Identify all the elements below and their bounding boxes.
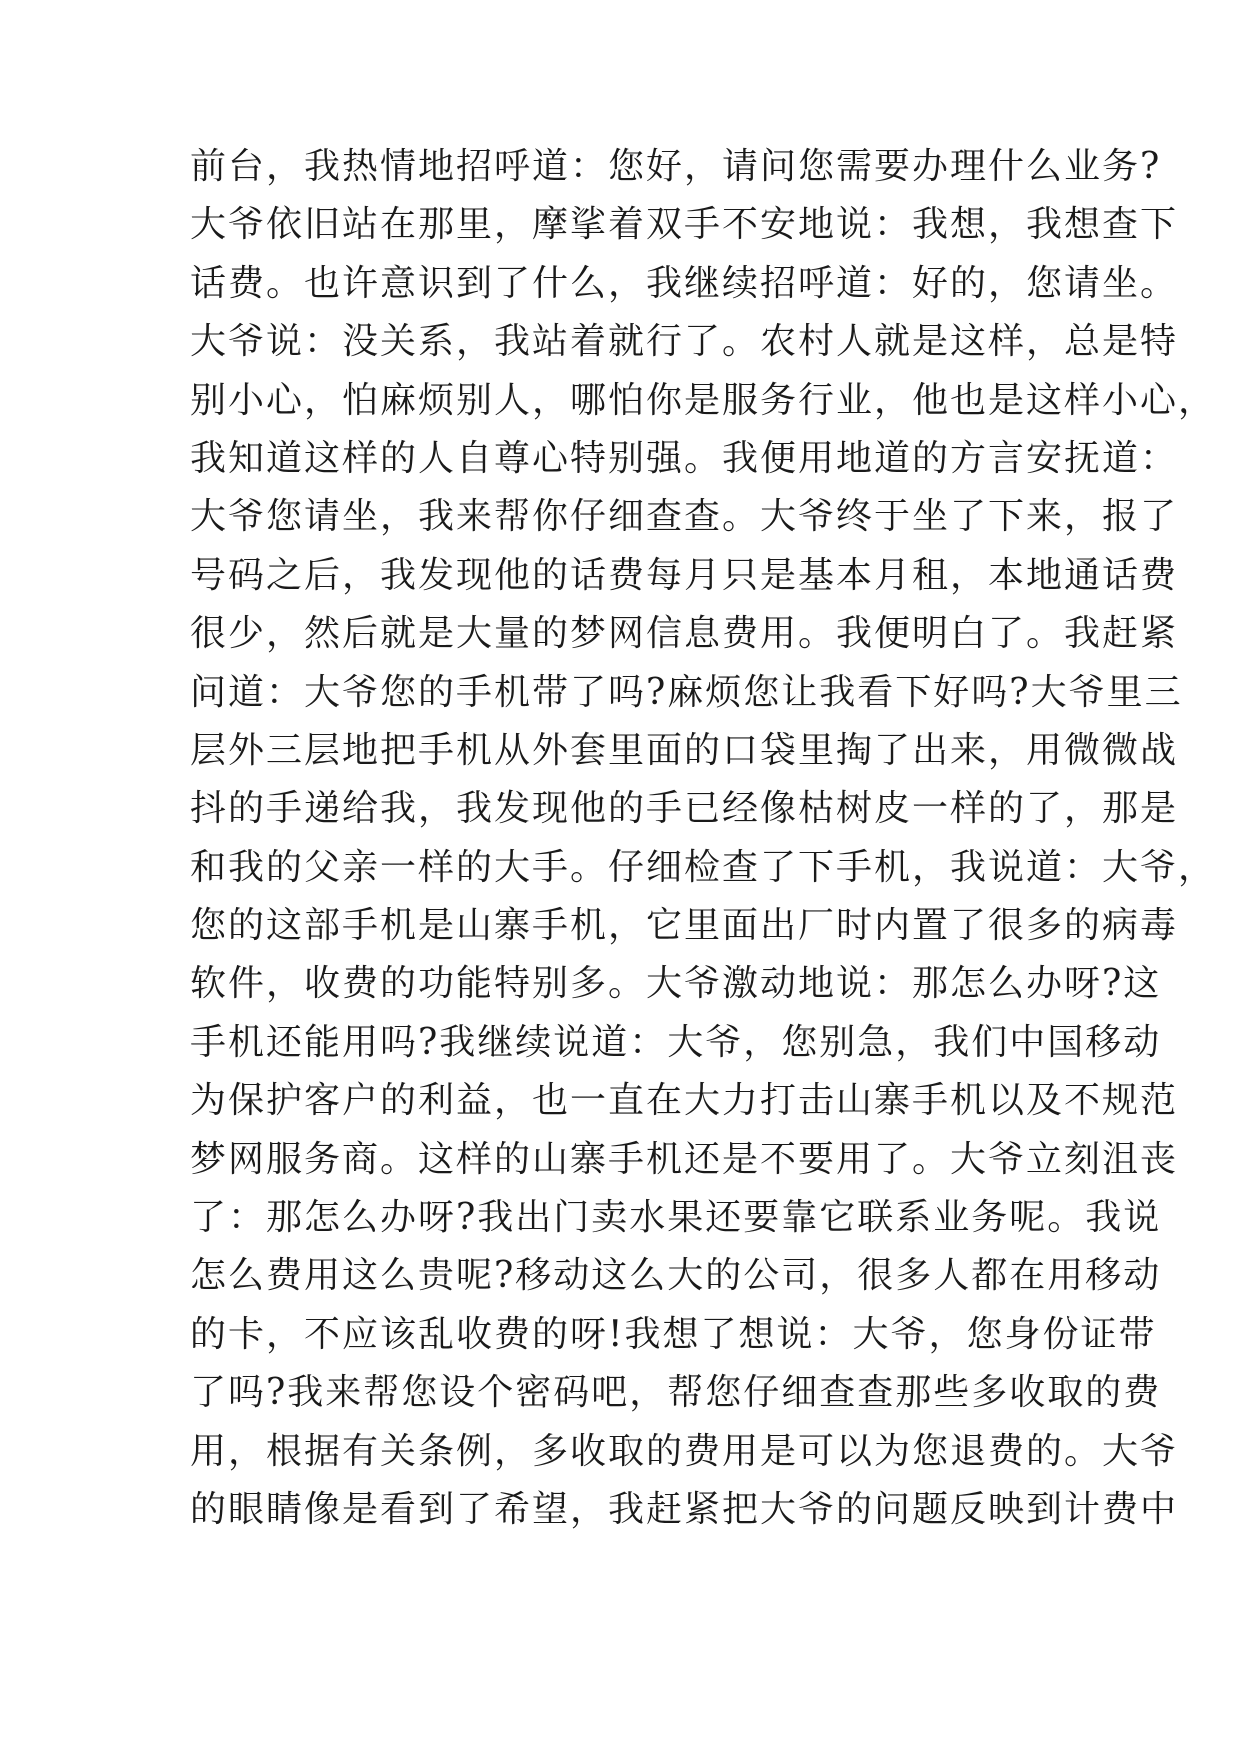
text-line: 我知道这样的人自尊心特别强。我便用地道的方言安抚道：	[190, 437, 1179, 479]
text-line: 为保护客户的利益，也一直在大力打击山寨手机以及不规范	[190, 1080, 1179, 1122]
text-line: 抖的手递给我，我发现他的手已经像枯树皮一样的了，那是	[190, 788, 1179, 830]
text-line: 话费。也许意识到了什么，我继续招呼道：好的，您请坐。	[190, 262, 1179, 304]
text-line: 了吗?我来帮您设个密码吧，帮您仔细查查那些多收取的费	[190, 1372, 1162, 1414]
text-line: 怎么费用这么贵呢?移动这么大的公司，很多人都在用移动	[190, 1255, 1162, 1297]
text-line: 和我的父亲一样的大手。仔细检查了下手机，我说道：大爷，	[190, 846, 1217, 888]
body-text	[190, 138, 1217, 1539]
text-line: 的卡，不应该乱收费的呀!我想了想说：大爷，您身份证带	[190, 1313, 1157, 1355]
text-line: 号码之后，我发现他的话费每月只是基本月租，本地通话费	[190, 554, 1179, 596]
text-line: 很少，然后就是大量的梦网信息费用。我便明白了。我赶紧	[190, 613, 1179, 655]
text-line: 您的这部手机是山寨手机，它里面出厂时内置了很多的病毒	[190, 905, 1179, 947]
text-line: 前台，我热情地招呼道：您好，请问您需要办理什么业务?	[190, 146, 1162, 187]
text-line: 用，根据有关条例，多收取的费用是可以为您退费的。大爷	[190, 1430, 1179, 1472]
text-line: 梦网服务商。这样的山寨手机还是不要用了。大爷立刻沮丧	[190, 1138, 1179, 1180]
text-line: 的眼睛像是看到了希望，我赶紧把大爷的问题反映到计费中	[190, 1488, 1179, 1530]
text-line: 了：那怎么办呀?我出门卖水果还要靠它联系业务呢。我说	[190, 1197, 1162, 1239]
text-line: 层外三层地把手机从外套里面的口袋里掏了出来，用微微战	[190, 729, 1179, 771]
text-line: 大爷依旧站在那里，摩挲着双手不安地说：我想，我想查下	[190, 204, 1179, 246]
text-line: 大爷说：没关系，我站着就行了。农村人就是这样，总是特	[190, 321, 1179, 363]
text-line: 问道：大爷您的手机带了吗?麻烦您让我看下好吗?大爷里三	[190, 671, 1183, 713]
text-line: 手机还能用吗?我继续说道：大爷，您别急，我们中国移动	[190, 1021, 1162, 1063]
text-line: 别小心，怕麻烦别人，哪怕你是服务行业，他也是这样小心，	[190, 379, 1217, 421]
text-line: 大爷您请坐，我来帮你仔细查查。大爷终于坐了下来，报了	[190, 496, 1179, 538]
text-line: 软件，收费的功能特别多。大爷激动地说：那怎么办呀?这	[190, 963, 1162, 1005]
